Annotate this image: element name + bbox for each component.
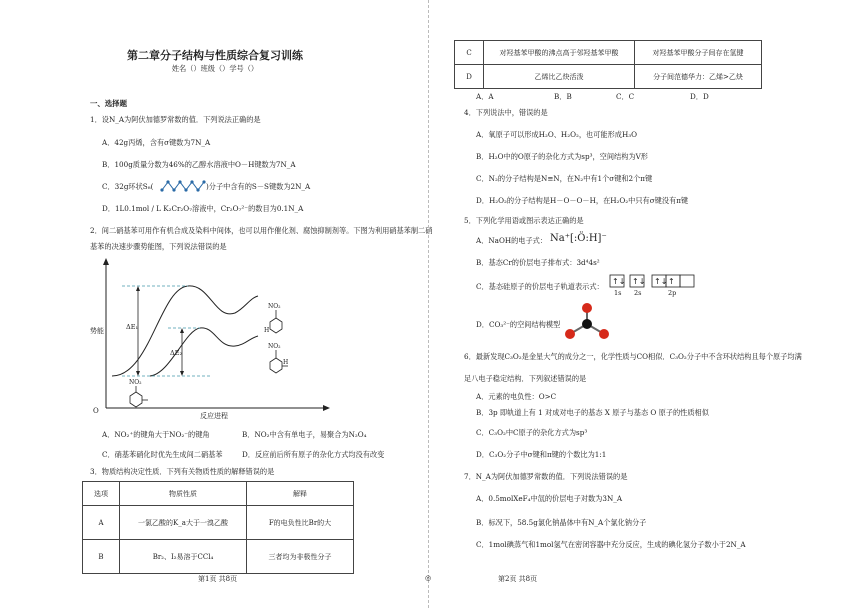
q2-option-c: C．硝基苯硝化时优先生成间二硝基苯 bbox=[102, 450, 223, 459]
q5-stem: 5．下列化学用语或图示表达正确的是 bbox=[464, 216, 584, 225]
svg-text:↑↓: ↑↓ bbox=[654, 277, 668, 286]
s8-ring-structure-icon bbox=[160, 178, 206, 194]
q3-option-b: B．B bbox=[554, 92, 572, 101]
q3-option-a: A．A bbox=[476, 92, 494, 101]
potential-energy-diagram bbox=[90, 258, 330, 426]
orbital-diagram bbox=[608, 274, 718, 288]
q1-option-c-part1: C．32g环状S₈( bbox=[102, 182, 154, 191]
q4-option-b: B．H₂O中的O原子的杂化方式为sp³，空间结构为V形 bbox=[476, 152, 648, 161]
orbital-label-2s: 2s bbox=[634, 289, 642, 297]
q2-option-a: A．NO₂⁺的键角大于NO₂⁻的键角 bbox=[102, 430, 210, 439]
q6-option-c: C．C₃O₂中C原子的杂化方式为sp³ bbox=[476, 428, 588, 437]
table-header: 选项 bbox=[83, 482, 120, 506]
q6-stem-line2: 足八电子稳定结构．下列叙述错误的是 bbox=[464, 374, 587, 383]
q2-stem-line1: 2．间二硝基苯可用作有机合成及染料中间体，也可以用作催化剂、腐蚀抑制剂等。下图为利用硝基苯制二硝 bbox=[90, 226, 433, 235]
page-title: 第二章分子结构与性质综合复习训练 bbox=[127, 49, 303, 62]
delta-e2-label: ΔE₂ bbox=[170, 349, 183, 357]
q1-option-b: B．100g质量分数为46%的乙醇水溶液中O－H键数为7N_A bbox=[102, 160, 296, 169]
naoh-electron-formula: Na⁺[:Ö:H]⁻ bbox=[550, 233, 607, 244]
h-label: H bbox=[264, 327, 270, 334]
table-cell: Br₂、I₂易溶于CCl₄ bbox=[120, 540, 247, 574]
table-cell: C bbox=[455, 41, 484, 65]
table-cell: 对羟基苯甲酸分子间存在氢键 bbox=[635, 41, 762, 65]
q6-option-b: B．3p 即轨道上有 1 对成对电子的基态 X 原子与基态 O 原子的性质相似 bbox=[476, 408, 709, 417]
q4-option-d: D．H₂O₂的分子结构是H－O－O－H，在H₂O₂中只有σ键没有π键 bbox=[476, 196, 689, 205]
h-label: H bbox=[283, 359, 289, 366]
q1-option-a: A．42g丙烯，含有σ键数为7N_A bbox=[102, 138, 211, 147]
table-cell: B bbox=[83, 540, 120, 574]
q2-option-b: B．NO₂中含有单电子，易聚合为N₂O₄ bbox=[242, 430, 367, 439]
q6-option-a: A．元素的电负性：O>C bbox=[476, 392, 557, 401]
orbital-label-1s: 1s bbox=[614, 289, 622, 297]
q1-option-d: D．1L0.1mol / L K₂Cr₂O₇溶液中，Cr₂O₇²⁻的数目为0.1N_A bbox=[102, 204, 304, 213]
q5-option-b: B．基态Cr的价层电子排布式：3d⁴4s² bbox=[476, 258, 600, 267]
student-info-line: 姓名（）班级（）学号（） bbox=[171, 64, 259, 73]
binding-mark: ◎ bbox=[425, 574, 432, 582]
q1-stem: 1．设N_A为阿伏加德罗常数的值．下列说法正确的是 bbox=[90, 115, 261, 124]
page-number-left: 第1页 共8页 bbox=[198, 575, 238, 583]
table-header: 物质性质 bbox=[120, 482, 247, 506]
table-cell: 一氯乙酸的K_a大于一溴乙酸 bbox=[120, 506, 247, 540]
table-cell: D bbox=[455, 65, 484, 89]
orbital-label-2p: 2p bbox=[668, 289, 677, 297]
table-cell: 三者均为非极性分子 bbox=[247, 540, 354, 574]
q3-table-continued bbox=[454, 40, 762, 89]
q4-option-c: C．N₂的分子结构是N≡N，在N₂中有1个σ键和2个π键 bbox=[476, 174, 653, 183]
q7-option-b: B．标况下，58.5g氯化钠晶体中有N_A个氯化钠分子 bbox=[476, 518, 647, 527]
table-cell: F的电负性比Br的大 bbox=[247, 506, 354, 540]
table-header-row bbox=[83, 482, 354, 506]
table-cell: 乙烯比乙炔活泼 bbox=[484, 65, 635, 89]
table-row bbox=[455, 41, 762, 65]
no2-label: NO₂ bbox=[129, 379, 142, 386]
q2-option-d: D．反应前后所有原子的杂化方式均没有改变 bbox=[242, 450, 385, 459]
q7-stem: 7．N_A为阿伏加德罗常数的值．下列说法错误的是 bbox=[464, 472, 628, 481]
x-axis-label: 反应进程 bbox=[200, 412, 228, 420]
q2-stem-line2: 基苯的决速步骤势能图，下列说法错误的是 bbox=[90, 242, 227, 251]
q3-option-d: D．D bbox=[690, 92, 709, 101]
table-row bbox=[455, 65, 762, 89]
q4-option-a: A．氧原子可以形成H₂O、H₂O₂，也可能形成H₃O bbox=[476, 130, 638, 139]
q6-stem-line1: 6．最新发现C₃O₂是金星大气的成分之一，化学性质与CO相似．C₃O₂分子中不含环状结构且每个原子均满 bbox=[464, 352, 802, 361]
q1-option-c-part2: )分子中含有的S－S键数为2N_A bbox=[206, 182, 311, 191]
section-heading: 一、选择题 bbox=[90, 99, 127, 108]
q7-option-c: C．1mol碘蒸气和1mol氢气在密闭容器中充分反应，生成的碘化氢分子数小于2N_A bbox=[476, 540, 746, 549]
carbonate-ball-model bbox=[562, 302, 612, 342]
no2-label: NO₂ bbox=[268, 303, 281, 310]
q6-option-d: D．C₃O₂分子中σ键和π键的个数比为1:1 bbox=[476, 450, 607, 459]
q3-option-c: C．C bbox=[616, 92, 635, 101]
q5-option-c: C．基态硅原子的价层电子轨道表示式： bbox=[476, 282, 604, 291]
q7-option-a: A．0.5molXeF₄中氙的价层电子对数为3N_A bbox=[476, 494, 623, 503]
no2-label: NO₂ bbox=[268, 343, 281, 350]
svg-text:↑↓: ↑↓ bbox=[612, 277, 626, 286]
svg-text:↑: ↑ bbox=[668, 277, 675, 286]
svg-text:↑↓: ↑↓ bbox=[632, 277, 646, 286]
q5-option-d: D．CO₃²⁻的空间结构模型 bbox=[476, 320, 561, 329]
y-axis-label: 势能 bbox=[90, 327, 104, 335]
origin-label: O bbox=[93, 407, 99, 415]
table-cell: 分子间范德华力：乙烯>乙炔 bbox=[635, 65, 762, 89]
table-cell: 对羟基苯甲酸的沸点高于邻羟基苯甲酸 bbox=[484, 41, 635, 65]
table-row bbox=[83, 540, 354, 574]
page-number-right: 第2页 共8页 bbox=[498, 575, 538, 583]
q5-option-a: A．NaOH的电子式： bbox=[476, 236, 548, 245]
delta-e1-label: ΔE₁ bbox=[126, 323, 139, 331]
table-row bbox=[83, 506, 354, 540]
q3-stem: 3．物质结构决定性质．下列有关物质性质的解释错误的是 bbox=[90, 467, 275, 476]
q4-stem: 4．下列说法中，错误的是 bbox=[464, 108, 548, 117]
right-page bbox=[430, 0, 860, 608]
q3-table bbox=[82, 481, 354, 574]
table-cell: A bbox=[83, 506, 120, 540]
table-header: 解释 bbox=[247, 482, 354, 506]
